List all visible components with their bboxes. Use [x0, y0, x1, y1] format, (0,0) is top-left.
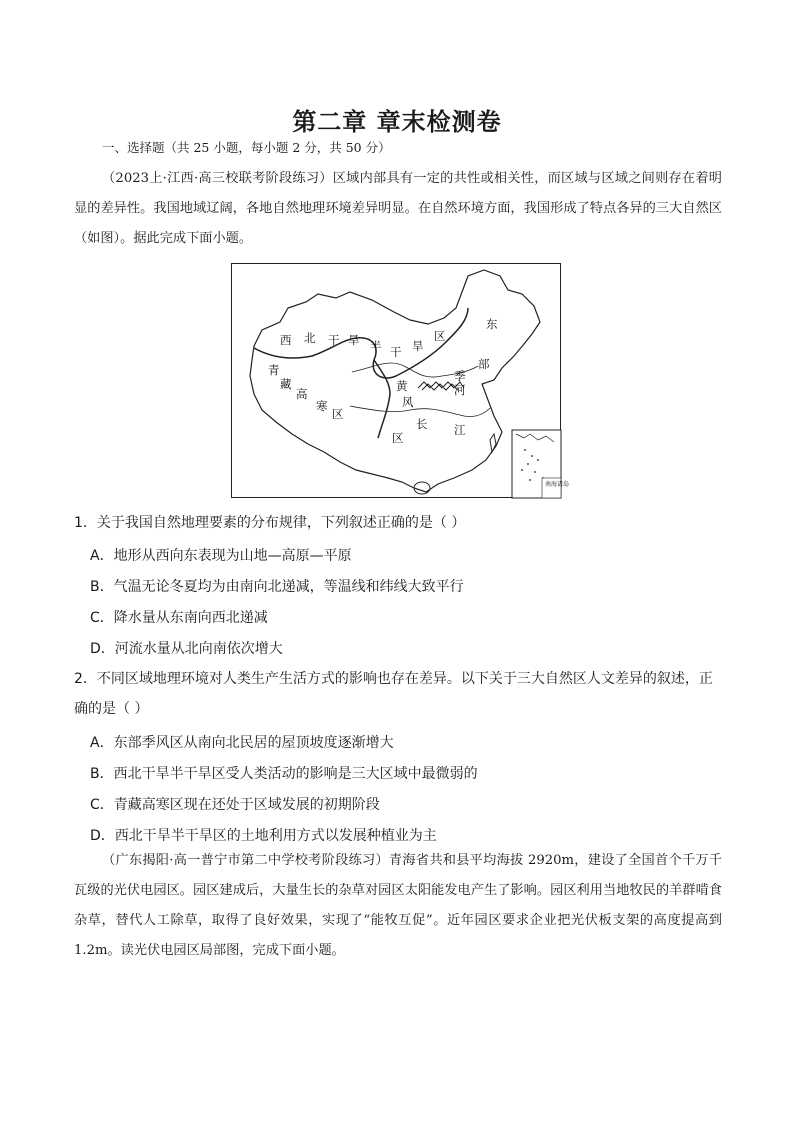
label-gao: 高: [296, 387, 308, 401]
passage-2: （广东揭阳·高一普宁市第二中学校考阶段练习）青海省共和县平均海拔 2920m，建设了全国首个千万千瓦级的光伏电园区。园区建成后，大量生长的杂草对园区太阳能发电产生了影响。园区利用当地牧民的羊群啃食杂草，替代人工除草，取得了良好效果，实现了“能牧互促”。近年园区要求企业把光伏板支架的高度提高到 1.2m。读光伏电园区局部图，完成下面小题。: [74, 853, 722, 958]
question-2-stem: 2．不同区域地理环境对人类生产生活方式的影响也存在差异。以下关于三大自然区人文差异的叙述，正确的是（ ）: [74, 671, 713, 717]
question-1-option-b[interactable]: B．气温无论冬夏均为由南向北递减，等温线和纬线大致平行: [90, 579, 464, 595]
label-he: 河: [454, 383, 466, 397]
china-outline: [250, 270, 540, 492]
question-2-option-c[interactable]: C．青藏高寒区现在还处于区域发展的初期阶段: [90, 797, 380, 813]
yangtze-river: [350, 406, 490, 417]
label-qing: 青: [268, 363, 280, 377]
label-huang: 黄: [396, 379, 408, 393]
inset-label: 南海诸岛: [545, 481, 570, 488]
map-svg: [232, 264, 570, 499]
page-title: 第二章 章末检测卷: [292, 108, 502, 136]
label-qu1: 区: [434, 329, 446, 343]
label-feng: 风: [402, 395, 414, 409]
hainan-island: [414, 482, 430, 494]
label-bei: 北: [304, 331, 316, 345]
label-zang: 藏: [280, 377, 292, 391]
question-2-option-d[interactable]: D．西北干旱半干旱区的土地利用方式以发展种植业为主: [90, 828, 437, 844]
question-1-option-d[interactable]: D．河流水量从北向南依次增大: [90, 641, 283, 657]
question-2-option-a[interactable]: A．东部季风区从南向北民居的屋顶坡度逐渐增大: [90, 735, 394, 751]
label-xi: 西: [280, 333, 292, 347]
label-gan2: 干: [390, 345, 402, 359]
question-1-stem: 1．关于我国自然地理要素的分布规律，下列叙述正确的是（ ）: [74, 515, 466, 531]
label-qu3: 区: [392, 431, 404, 445]
tibet-boundary: [374, 360, 390, 438]
label-ban: 半: [370, 339, 382, 353]
passage-1: （2023上·江西·高三校联考阶段练习）区域内部具有一定的共性或相关性，而区域与区域之间则存在着明显的差异性。我国地域辽阔，各地自然地理环境差异明显。在自然环境方面，我国形成了特点各异的三大自然区（如图）。据此完成下面小题。: [74, 171, 722, 246]
question-1-option-a[interactable]: A．地形从西向东表现为山地—高原—平原: [90, 548, 352, 564]
question-2-option-b[interactable]: B．西北干旱半干旱区受人类活动的影响是三大区域中最微弱的: [90, 766, 478, 782]
label-gan: 干: [328, 333, 340, 347]
label-han2: 旱: [412, 339, 424, 353]
label-han3: 寒: [316, 399, 328, 413]
label-bu: 部: [478, 357, 490, 371]
label-ji: 季: [454, 369, 466, 383]
label-qu2: 区: [332, 407, 344, 421]
label-dong: 东: [486, 317, 498, 331]
china-natural-regions-map: [231, 263, 570, 498]
section-header: 一、选择题（共 25 小题，每小题 2 分，共 50 分）: [102, 140, 391, 155]
label-jiang: 江: [454, 423, 466, 437]
taiwan-island: [490, 434, 496, 452]
question-1-option-c[interactable]: C．降水量从东南向西北递减: [90, 610, 268, 626]
label-han: 旱: [348, 333, 360, 347]
label-chang: 长: [416, 417, 428, 431]
